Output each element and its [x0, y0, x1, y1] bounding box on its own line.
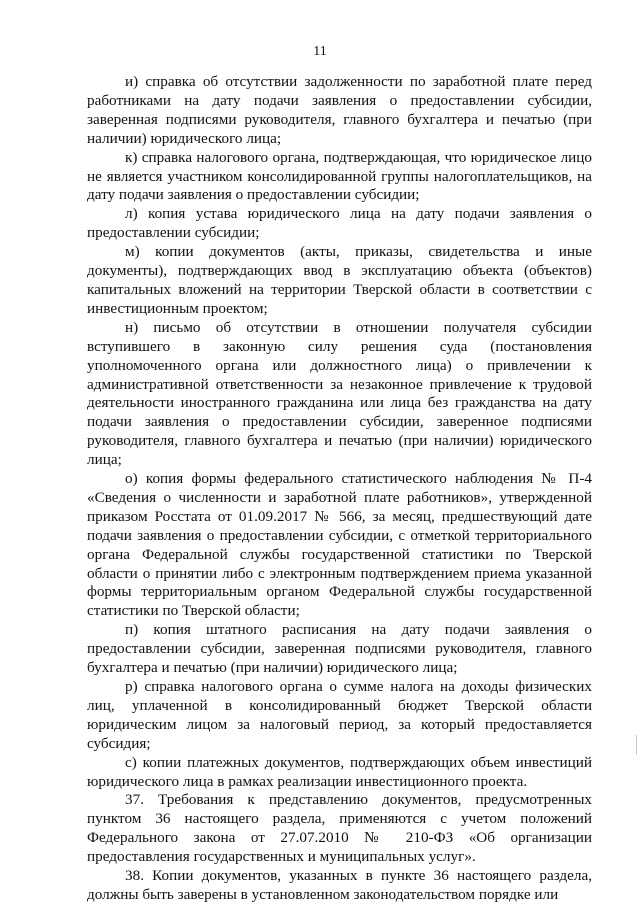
paragraph-item-i: и) справка об отсутствии задолженности по заработной плате перед работниками на дату подачи заявления о предоставлении субсидии, заверенная подписями руководителя, главного бухгалтера и печатью (при наличии) юридического лица;: [87, 73, 592, 147]
paragraph-item-n: н) письмо об отсутствии в отношении получателя субсидии вступившего в законную силу решения суда (постановления уполномоченного органа или должностного лица) о привлечении к административной ответственности за незаконное привлечение к трудовой деятельности иностранного гражданина или лица без гражданства на дату подачи заявления о предоставлении субсидии, заверенное подписями руководителя, главного бухгалтера и печатью (при наличии) юридического лица;: [87, 318, 592, 469]
scan-edge-mark: [636, 735, 637, 755]
page-number: 11: [313, 44, 327, 59]
paragraph-item-p: п) копия штатного расписания на дату подачи заявления о предоставлении субсидии, заверенная подписями руководителя, главного бухгалтера и печатью (при наличии) юридического лица;: [87, 621, 592, 677]
paragraph-item-r: р) справка налогового органа о сумме налога на доходы физических лиц, уплаченной в консолидированный бюджет Тверской области юридическим лицом за налоговый период, за который предоставляется субсидия;: [87, 678, 592, 752]
document-body: [87, 73, 592, 905]
paragraph-section-38: 38. Копии документов, указанных в пункте 36 настоящего раздела, должны быть заверены в установленном законодательством порядке или: [87, 867, 592, 903]
paragraph-item-o: о) копия формы федерального статистического наблюдения № П-4 «Сведения о численности и заработной плате работников», утвержденной приказом Росстата от 01.09.2017 № 566, за месяц, предшествующий дате подачи заявления о предоставлении субсидии, с отметкой территориального органа Федеральной службы государственной статистики по Тверской области о принятии либо с электронным подтверждением приема указанной формы территориальным органом Федеральной службы государственной статистики по Тверской области;: [87, 470, 592, 620]
paragraph-item-m: м) копии документов (акты, приказы, свидетельства и иные документы), подтверждающих ввод в эксплуатацию объекта (объектов) капитальных вложений на территории Тверской области в соответствии с инвестиционным проектом;: [87, 243, 592, 317]
paragraph-item-l: л) копия устава юридического лица на дату подачи заявления о предоставлении субсидии;: [87, 205, 592, 242]
paragraph-section-37: 37. Требования к представлению документов, предусмотренных пунктом 36 настоящего раздела, применяются с учетом положений Федерального закона от 27.07.2010 № 210-ФЗ «Об организации предоставления государственных и муниципальных услуг».: [87, 791, 592, 866]
paragraph-item-k: к) справка налогового органа, подтверждающая, что юридическое лицо не является участником консолидированной группы налогоплательщиков, на дату подачи заявления о предоставлении субсидии;: [87, 148, 592, 204]
paragraph-item-s: с) копии платежных документов, подтверждающих объем инвестиций юридического лица в рамках реализации инвестиционного проекта.: [87, 753, 592, 790]
